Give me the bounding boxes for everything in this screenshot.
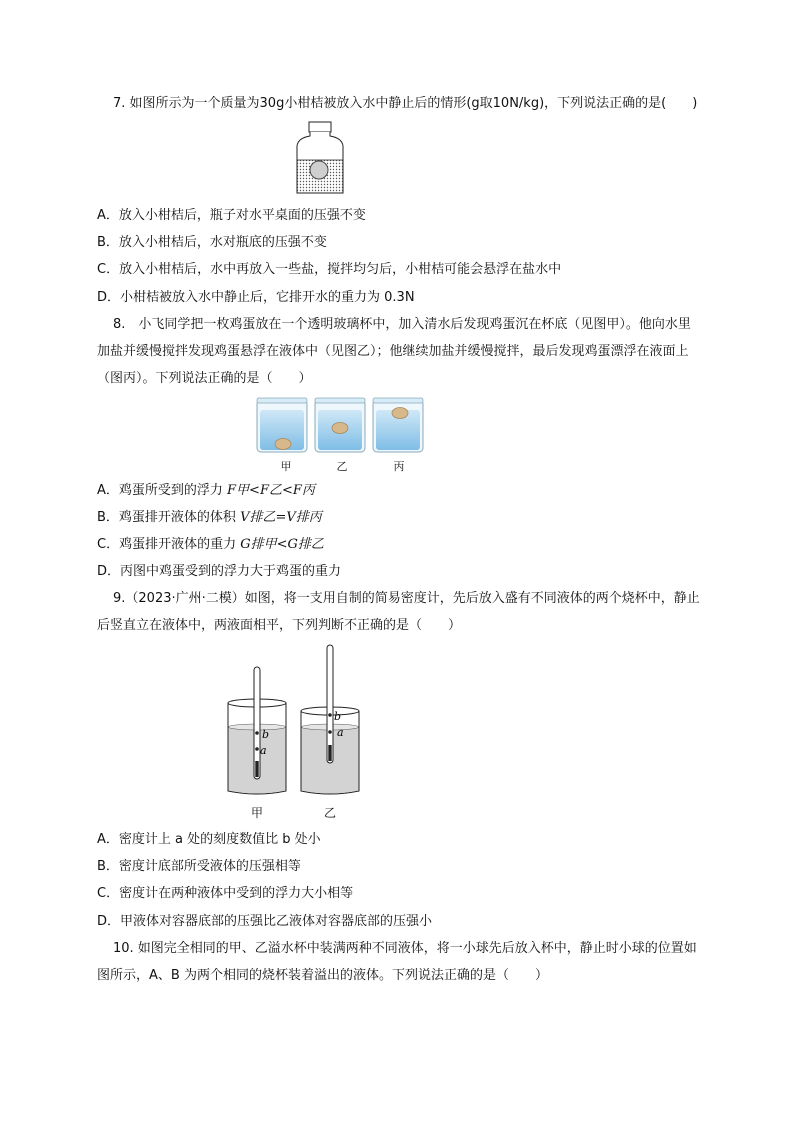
q9-option-b: B．密度计底部所受液体的压强相等 [97, 859, 301, 874]
q8-option-b [97, 509, 322, 527]
q8-option-b-formula: V排乙=V排丙 [240, 510, 322, 525]
bottle-with-orange-figure [290, 120, 352, 196]
egg [332, 423, 348, 434]
q10-stem-line-1: 10. 如图完全相同的甲、乙溢水杯中装满两种不同液体，将一小球先后放入杯中，静止时小球的位置如 [113, 941, 697, 956]
beaker-bing [373, 398, 423, 452]
q8-option-a-text: A．鸡蛋所受到的浮力 [97, 483, 228, 498]
caption-jia: 甲 [250, 806, 263, 820]
egg-beakers-figure [255, 396, 425, 456]
q9-stem-line-1: 9.（2023·广州·二模）如图，将一支用自制的简易密度计，先后放入盛有不同液体的两个烧杯中，静止 [113, 591, 700, 606]
egg [392, 408, 408, 419]
label-a: a [260, 744, 267, 757]
q8-stem-line-3: （图丙）。下列说法正确的是（ ） [97, 371, 312, 386]
beaker-jia [228, 667, 286, 794]
q8-option-c-formula: G排甲<G排乙 [240, 537, 324, 552]
q8-option-b-text: B．鸡蛋排开液体的体积 [97, 510, 241, 525]
beaker-jia [257, 398, 307, 452]
beaker-yi [315, 398, 365, 452]
orange-ball [310, 161, 328, 179]
caption-yi: 乙 [336, 460, 348, 473]
label-b: b [262, 728, 270, 741]
q7-option-d: D．小柑桔被放入水中静止后，它排开水的重力为 0.3N [97, 290, 415, 305]
q7-option-c: C．放入小柑桔后，水中再放入一些盐，搅拌均匀后，小柑桔可能会悬浮在盐水中 [97, 262, 562, 277]
q9-option-d: D．甲液体对容器底部的压强比乙液体对容器底部的压强小 [97, 914, 433, 929]
q8-option-d: D．丙图中鸡蛋受到的浮力大于鸡蛋的重力 [97, 564, 342, 579]
label-b: b [334, 710, 342, 723]
hydrometer-figure [222, 643, 372, 803]
q7-option-b: B．放入小柑桔后，水对瓶底的压强不变 [97, 235, 327, 250]
q8-stem-line-1: 8. 小飞同学把一枚鸡蛋放在一个透明玻璃杯中，加入清水后发现鸡蛋沉在杯底（见图甲）。他向水里 [113, 317, 691, 332]
beaker-yi [301, 645, 359, 794]
q8-option-c-text: C．鸡蛋排开液体的重力 [97, 537, 241, 552]
q9-stem-line-2: 后竖直立在液体中，两液面相平，下列判断不正确的是（ ） [97, 618, 462, 633]
caption-jia: 甲 [280, 460, 292, 473]
q8-option-a-formula: F甲<F乙<F丙 [227, 483, 315, 498]
caption-bing: 丙 [393, 460, 405, 473]
q8-stem-line-2: 加盐并缓慢搅拌发现鸡蛋悬浮在液体中（见图乙）；他继续加盐并缓慢搅拌，最后发现鸡蛋漂浮在液面上 [97, 344, 689, 359]
q10-stem-line-2: 图所示，A、B 为两个相同的烧杯装着溢出的液体。下列说法正确的是（ ） [97, 968, 548, 983]
bottle-cap [309, 122, 331, 132]
q7-option-a: A．放入小柑桔后，瓶子对水平桌面的压强不变 [97, 208, 366, 223]
q8-option-a [97, 482, 315, 500]
egg [275, 439, 291, 450]
caption-yi: 乙 [323, 806, 336, 820]
q9-option-c: C．密度计在两种液体中受到的浮力大小相等 [97, 886, 354, 901]
q9-option-a: A．密度计上 a 处的刻度数值比 b 处小 [97, 832, 321, 847]
q8-option-c [97, 536, 324, 554]
label-a: a [337, 726, 344, 739]
q7-stem: 7. 如图所示为一个质量为30g小柑桔被放入水中静止后的情形(g取10N/kg)，下列说法正确的是( ) [113, 96, 698, 111]
